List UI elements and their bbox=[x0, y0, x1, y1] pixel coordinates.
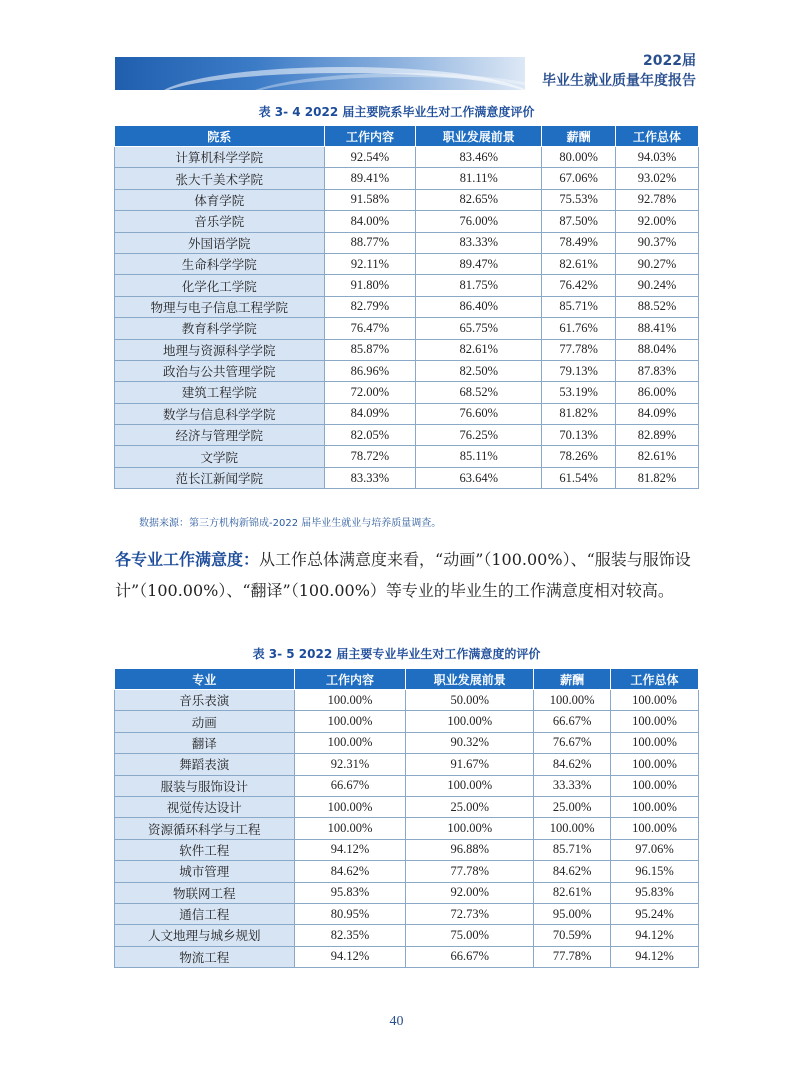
value-cell: 76.00% bbox=[416, 211, 542, 232]
value-cell: 92.78% bbox=[616, 189, 699, 210]
value-cell: 61.54% bbox=[542, 467, 616, 488]
table-row bbox=[115, 425, 699, 446]
row-label-cell: 物联网工程 bbox=[115, 882, 295, 903]
row-label-cell: 教育科学学院 bbox=[115, 318, 325, 339]
value-cell: 25.00% bbox=[534, 796, 611, 817]
row-label-cell: 物理与电子信息工程学院 bbox=[115, 296, 325, 317]
row-label-cell: 计算机科学学院 bbox=[115, 147, 325, 168]
table-row bbox=[115, 232, 699, 253]
table-row bbox=[115, 275, 699, 296]
value-cell: 86.40% bbox=[416, 296, 542, 317]
value-cell: 86.96% bbox=[324, 360, 416, 381]
table-row bbox=[115, 296, 699, 317]
value-cell: 100.00% bbox=[611, 818, 699, 839]
value-cell: 88.77% bbox=[324, 232, 416, 253]
row-label-cell: 音乐表演 bbox=[115, 690, 295, 711]
value-cell: 78.49% bbox=[542, 232, 616, 253]
value-cell: 91.67% bbox=[406, 754, 534, 775]
table-row bbox=[115, 403, 699, 424]
value-cell: 97.06% bbox=[611, 839, 699, 860]
value-cell: 100.00% bbox=[406, 711, 534, 732]
value-cell: 84.62% bbox=[534, 861, 611, 882]
column-header: 工作内容 bbox=[294, 669, 406, 690]
row-label-cell: 物流工程 bbox=[115, 946, 295, 967]
value-cell: 83.46% bbox=[416, 147, 542, 168]
value-cell: 82.61% bbox=[416, 339, 542, 360]
table-row bbox=[115, 711, 699, 732]
column-header: 专业 bbox=[115, 669, 295, 690]
table-header-row bbox=[115, 669, 699, 690]
value-cell: 66.67% bbox=[294, 775, 406, 796]
value-cell: 88.41% bbox=[616, 318, 699, 339]
value-cell: 88.52% bbox=[616, 296, 699, 317]
value-cell: 81.75% bbox=[416, 275, 542, 296]
row-label-cell: 地理与资源科学学院 bbox=[115, 339, 325, 360]
value-cell: 89.41% bbox=[324, 168, 416, 189]
value-cell: 82.79% bbox=[324, 296, 416, 317]
table2-caption: 表 3- 5 2022 届主要专业毕业生对工作满意度的评价 bbox=[252, 647, 541, 661]
value-cell: 95.00% bbox=[534, 903, 611, 924]
value-cell: 91.58% bbox=[324, 189, 416, 210]
table-row bbox=[115, 818, 699, 839]
value-cell: 67.06% bbox=[542, 168, 616, 189]
table-row bbox=[115, 861, 699, 882]
row-label-cell: 视觉传达设计 bbox=[115, 796, 295, 817]
value-cell: 94.03% bbox=[616, 147, 699, 168]
table-row bbox=[115, 189, 699, 210]
table-row bbox=[115, 882, 699, 903]
table-row bbox=[115, 253, 699, 274]
value-cell: 100.00% bbox=[294, 818, 406, 839]
value-cell: 82.61% bbox=[534, 882, 611, 903]
table-row bbox=[115, 690, 699, 711]
value-cell: 78.26% bbox=[542, 446, 616, 467]
column-header: 工作总体 bbox=[616, 126, 699, 147]
value-cell: 82.05% bbox=[324, 425, 416, 446]
value-cell: 100.00% bbox=[406, 775, 534, 796]
value-cell: 82.89% bbox=[616, 425, 699, 446]
value-cell: 100.00% bbox=[611, 775, 699, 796]
value-cell: 50.00% bbox=[406, 690, 534, 711]
value-cell: 33.33% bbox=[534, 775, 611, 796]
column-header: 职业发展前景 bbox=[416, 126, 542, 147]
value-cell: 100.00% bbox=[294, 711, 406, 732]
value-cell: 82.35% bbox=[294, 925, 406, 946]
value-cell: 68.52% bbox=[416, 382, 542, 403]
value-cell: 66.67% bbox=[406, 946, 534, 967]
row-label-cell: 资源循环科学与工程 bbox=[115, 818, 295, 839]
value-cell: 94.12% bbox=[611, 946, 699, 967]
value-cell: 76.42% bbox=[542, 275, 616, 296]
column-header: 工作内容 bbox=[324, 126, 416, 147]
value-cell: 75.00% bbox=[406, 925, 534, 946]
row-label-cell: 通信工程 bbox=[115, 903, 295, 924]
value-cell: 90.27% bbox=[616, 253, 699, 274]
value-cell: 96.88% bbox=[406, 839, 534, 860]
row-label-cell: 政治与公共管理学院 bbox=[115, 360, 325, 381]
value-cell: 100.00% bbox=[294, 796, 406, 817]
column-header: 院系 bbox=[115, 126, 325, 147]
value-cell: 94.12% bbox=[294, 839, 406, 860]
value-cell: 82.61% bbox=[542, 253, 616, 274]
value-cell: 100.00% bbox=[611, 732, 699, 753]
value-cell: 92.00% bbox=[616, 211, 699, 232]
value-cell: 90.32% bbox=[406, 732, 534, 753]
row-label-cell: 生命科学学院 bbox=[115, 253, 325, 274]
major-satisfaction-paragraph bbox=[115, 544, 700, 606]
value-cell: 83.33% bbox=[416, 232, 542, 253]
value-cell: 76.25% bbox=[416, 425, 542, 446]
value-cell: 82.61% bbox=[616, 446, 699, 467]
value-cell: 95.83% bbox=[611, 882, 699, 903]
value-cell: 83.33% bbox=[324, 467, 416, 488]
value-cell: 70.59% bbox=[534, 925, 611, 946]
row-label-cell: 舞蹈表演 bbox=[115, 754, 295, 775]
value-cell: 91.80% bbox=[324, 275, 416, 296]
table-row bbox=[115, 211, 699, 232]
value-cell: 96.15% bbox=[611, 861, 699, 882]
value-cell: 79.13% bbox=[542, 360, 616, 381]
value-cell: 94.12% bbox=[611, 925, 699, 946]
column-header: 工作总体 bbox=[611, 669, 699, 690]
value-cell: 85.11% bbox=[416, 446, 542, 467]
table-major-satisfaction bbox=[114, 668, 699, 968]
paragraph-lead: 各专业工作满意度： bbox=[115, 550, 260, 569]
value-cell: 81.11% bbox=[416, 168, 542, 189]
value-cell: 100.00% bbox=[406, 818, 534, 839]
report-header bbox=[542, 51, 696, 91]
value-cell: 100.00% bbox=[534, 818, 611, 839]
value-cell: 93.02% bbox=[616, 168, 699, 189]
table-row bbox=[115, 775, 699, 796]
column-header: 薪酬 bbox=[542, 126, 616, 147]
row-label-cell: 城市管理 bbox=[115, 861, 295, 882]
row-label-cell: 范长江新闻学院 bbox=[115, 467, 325, 488]
table-row bbox=[115, 446, 699, 467]
value-cell: 84.09% bbox=[616, 403, 699, 424]
value-cell: 85.71% bbox=[534, 839, 611, 860]
report-title: 毕业生就业质量年度报告 bbox=[542, 73, 696, 89]
value-cell: 81.82% bbox=[542, 403, 616, 424]
report-year: 2022届 bbox=[643, 53, 696, 69]
value-cell: 100.00% bbox=[611, 711, 699, 732]
table-row bbox=[115, 467, 699, 488]
value-cell: 90.37% bbox=[616, 232, 699, 253]
row-label-cell: 音乐学院 bbox=[115, 211, 325, 232]
header-banner bbox=[115, 57, 525, 90]
row-label-cell: 外国语学院 bbox=[115, 232, 325, 253]
row-label-cell: 数学与信息科学学院 bbox=[115, 403, 325, 424]
value-cell: 90.24% bbox=[616, 275, 699, 296]
value-cell: 77.78% bbox=[542, 339, 616, 360]
table-row bbox=[115, 946, 699, 967]
row-label-cell: 服装与服饰设计 bbox=[115, 775, 295, 796]
value-cell: 92.00% bbox=[406, 882, 534, 903]
value-cell: 65.75% bbox=[416, 318, 542, 339]
value-cell: 66.67% bbox=[534, 711, 611, 732]
value-cell: 92.11% bbox=[324, 253, 416, 274]
row-label-cell: 张大千美术学院 bbox=[115, 168, 325, 189]
table-row bbox=[115, 339, 699, 360]
table-row bbox=[115, 382, 699, 403]
value-cell: 100.00% bbox=[294, 732, 406, 753]
column-header: 职业发展前景 bbox=[406, 669, 534, 690]
value-cell: 92.31% bbox=[294, 754, 406, 775]
row-label-cell: 化学化工学院 bbox=[115, 275, 325, 296]
data-source-note: 数据来源：第三方机构新锦成-2022 届毕业生就业与培养质量调查。 bbox=[139, 518, 442, 529]
table-college-satisfaction bbox=[114, 125, 699, 489]
value-cell: 84.62% bbox=[534, 754, 611, 775]
table-row bbox=[115, 360, 699, 381]
value-cell: 86.00% bbox=[616, 382, 699, 403]
value-cell: 89.47% bbox=[416, 253, 542, 274]
table-row bbox=[115, 147, 699, 168]
value-cell: 80.95% bbox=[294, 903, 406, 924]
row-label-cell: 软件工程 bbox=[115, 839, 295, 860]
paragraph-text: 从工作总体满意度来看，“动画”（100.00%）、“服装与服饰设计”（100.00%）、“翻译”（100.00%）等专业的毕业生的工作满意度相对较高。 bbox=[115, 550, 691, 600]
value-cell: 75.53% bbox=[542, 189, 616, 210]
value-cell: 94.12% bbox=[294, 946, 406, 967]
value-cell: 85.71% bbox=[542, 296, 616, 317]
value-cell: 72.00% bbox=[324, 382, 416, 403]
value-cell: 77.78% bbox=[406, 861, 534, 882]
value-cell: 76.60% bbox=[416, 403, 542, 424]
value-cell: 100.00% bbox=[534, 690, 611, 711]
table-row bbox=[115, 903, 699, 924]
value-cell: 92.54% bbox=[324, 147, 416, 168]
value-cell: 100.00% bbox=[611, 690, 699, 711]
value-cell: 25.00% bbox=[406, 796, 534, 817]
value-cell: 82.50% bbox=[416, 360, 542, 381]
value-cell: 87.50% bbox=[542, 211, 616, 232]
value-cell: 87.83% bbox=[616, 360, 699, 381]
table-row bbox=[115, 732, 699, 753]
row-label-cell: 体育学院 bbox=[115, 189, 325, 210]
table-row bbox=[115, 318, 699, 339]
row-label-cell: 文学院 bbox=[115, 446, 325, 467]
value-cell: 95.24% bbox=[611, 903, 699, 924]
column-header: 薪酬 bbox=[534, 669, 611, 690]
row-label-cell: 建筑工程学院 bbox=[115, 382, 325, 403]
table-header-row bbox=[115, 126, 699, 147]
table-row bbox=[115, 925, 699, 946]
value-cell: 76.67% bbox=[534, 732, 611, 753]
value-cell: 88.04% bbox=[616, 339, 699, 360]
value-cell: 80.00% bbox=[542, 147, 616, 168]
table-row bbox=[115, 796, 699, 817]
value-cell: 85.87% bbox=[324, 339, 416, 360]
value-cell: 100.00% bbox=[611, 796, 699, 817]
page-number: 40 bbox=[389, 1014, 404, 1029]
value-cell: 72.73% bbox=[406, 903, 534, 924]
value-cell: 61.76% bbox=[542, 318, 616, 339]
value-cell: 84.09% bbox=[324, 403, 416, 424]
value-cell: 63.64% bbox=[416, 467, 542, 488]
value-cell: 78.72% bbox=[324, 446, 416, 467]
value-cell: 100.00% bbox=[611, 754, 699, 775]
value-cell: 84.62% bbox=[294, 861, 406, 882]
row-label-cell: 动画 bbox=[115, 711, 295, 732]
value-cell: 81.82% bbox=[616, 467, 699, 488]
row-label-cell: 经济与管理学院 bbox=[115, 425, 325, 446]
table-row bbox=[115, 839, 699, 860]
value-cell: 70.13% bbox=[542, 425, 616, 446]
table1-caption: 表 3- 4 2022 届主要院系毕业生对工作满意度评价 bbox=[258, 105, 535, 119]
row-label-cell: 人文地理与城乡规划 bbox=[115, 925, 295, 946]
row-label-cell: 翻译 bbox=[115, 732, 295, 753]
table-row bbox=[115, 754, 699, 775]
value-cell: 100.00% bbox=[294, 690, 406, 711]
value-cell: 84.00% bbox=[324, 211, 416, 232]
value-cell: 76.47% bbox=[324, 318, 416, 339]
value-cell: 77.78% bbox=[534, 946, 611, 967]
table-row bbox=[115, 168, 699, 189]
value-cell: 82.65% bbox=[416, 189, 542, 210]
value-cell: 53.19% bbox=[542, 382, 616, 403]
value-cell: 95.83% bbox=[294, 882, 406, 903]
